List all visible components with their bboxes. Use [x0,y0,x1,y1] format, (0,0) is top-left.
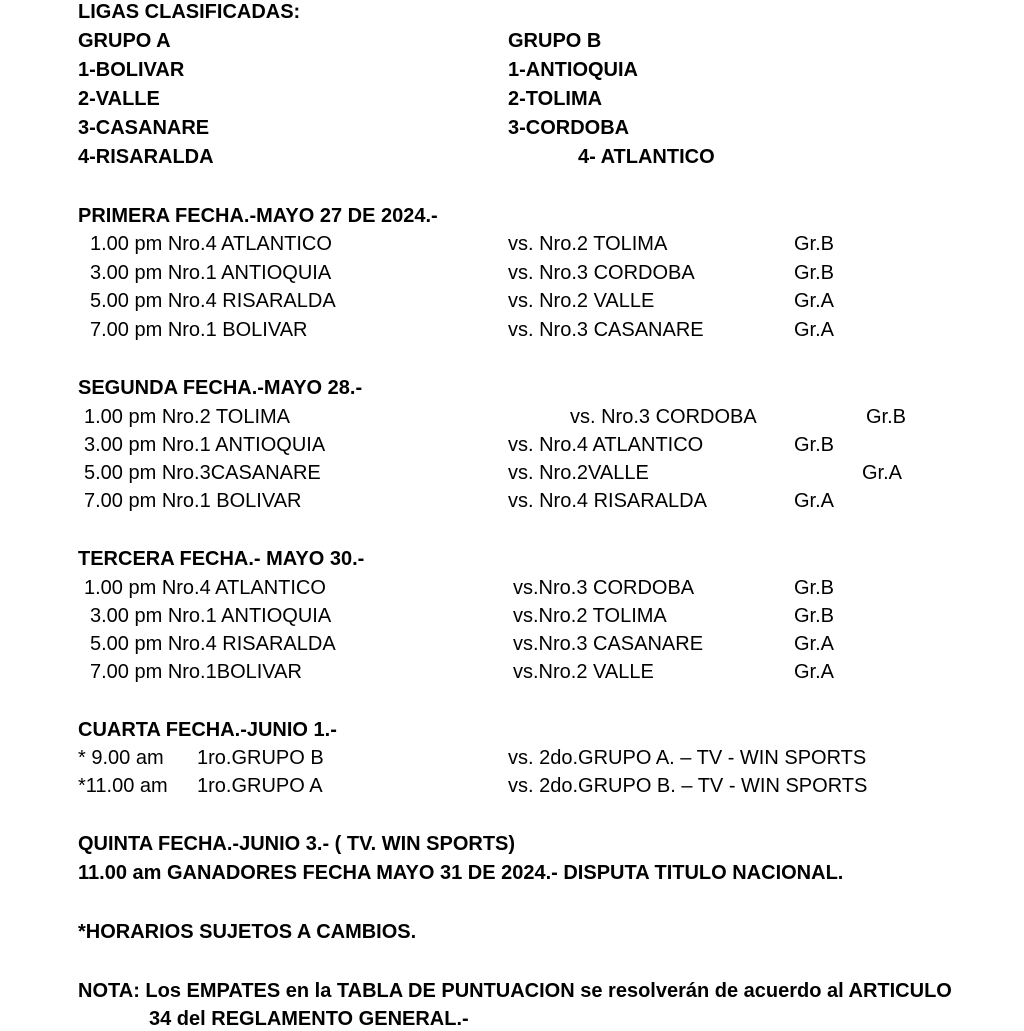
document-title: LIGAS CLASIFICADAS: [78,1,301,23]
match-time-team: 3.00 pm Nro.1 ANTIOQUIA [84,434,326,456]
match-time-team: 7.00 pm Nro.1BOLIVAR [90,661,302,683]
match-time-team: 1.00 pm Nro.4 ATLANTICO [84,577,326,599]
match-opponent: vs.Nro.3 CORDOBA [513,577,695,599]
group-a-team: 1-BOLIVAR [78,59,185,81]
match-group: Gr.A [862,462,903,484]
match-group: Gr.B [794,434,835,456]
match-time-team: 5.00 pm Nro.4 RISARALDA [90,290,336,312]
fecha-title: TERCERA FECHA.- MAYO 30.- [78,548,365,570]
match-time-team: 7.00 pm Nro.1 BOLIVAR [84,490,302,512]
match-time-team: 7.00 pm Nro.1 BOLIVAR [90,319,308,341]
group-b-team: 3-CORDOBA [508,117,630,139]
match-group: Gr.A [794,490,835,512]
match-time-team: 3.00 pm Nro.1 ANTIOQUIA [90,605,332,627]
match-group: Gr.A [794,633,835,655]
match-group: Gr.A [794,319,835,341]
fecha-title: PRIMERA FECHA.-MAYO 27 DE 2024.- [78,205,438,227]
group-a-team: 3-CASANARE [78,117,210,139]
match-opponent: vs. Nro.4 RISARALDA [508,490,707,512]
group-a-team: 2-VALLE [78,88,160,110]
match-opponent: vs. Nro.2 VALLE [508,290,655,312]
note-label: NOTA [78,980,134,1002]
match-group: Gr.A [794,661,835,683]
group-b-team: 4- ATLANTICO [578,146,715,168]
schedule-disclaimer: *HORARIOS SUJETOS A CAMBIOS. [78,921,417,943]
group-b-team: 2-TOLIMA [508,88,603,110]
match-time: *11.00 am [78,775,168,797]
final-match-line: 11.00 am GANADORES FECHA MAYO 31 DE 2024.- DISPUTA TITULO NACIONAL. [78,862,844,884]
fecha-title: CUARTA FECHA.-JUNIO 1.- [78,719,337,741]
match-opponent: vs. Nro.2 TOLIMA [508,233,668,255]
fecha-title: SEGUNDA FECHA.-MAYO 28.- [78,377,363,399]
group-b-team: 1-ANTIOQUIA [508,59,638,81]
group-b-label: GRUPO B [508,30,602,52]
match-group: Gr.B [794,233,835,255]
match-time-team: 1.00 pm Nro.2 TOLIMA [84,406,291,428]
match-opponent: vs. 2do.GRUPO A. – TV - WIN SPORTS [508,747,867,769]
match-time-team: 5.00 pm Nro.4 RISARALDA [90,633,336,655]
match-opponent: vs. Nro.4 ATLANTICO [508,434,704,456]
match-group: Gr.B [794,577,835,599]
match-opponent: vs. Nro.3 CORDOBA [570,406,757,428]
match-opponent: vs. 2do.GRUPO B. – TV - WIN SPORTS [508,775,868,797]
match-opponent: vs. Nro.3 CORDOBA [508,262,695,284]
match-time-team: 5.00 pm Nro.3CASANARE [84,462,321,484]
fecha-title: QUINTA FECHA.-JUNIO 3.- ( TV. WIN SPORTS) [78,833,516,855]
match-time: * 9.00 am [78,747,164,769]
match-team: 1ro.GRUPO B [197,747,324,769]
match-group: Gr.B [866,406,907,428]
match-group: Gr.B [794,262,835,284]
note-text-continued: 34 del REGLAMENTO GENERAL.- [149,1008,469,1030]
match-opponent: vs.Nro.3 CASANARE [513,633,704,655]
match-opponent: vs.Nro.2 VALLE [513,661,654,683]
match-opponent: vs. Nro.2VALLE [508,462,649,484]
match-time-team: 3.00 pm Nro.1 ANTIOQUIA [90,262,332,284]
match-opponent: vs. Nro.3 CASANARE [508,319,704,341]
match-team: 1ro.GRUPO A [197,775,323,797]
match-group: Gr.A [794,290,835,312]
note-line [78,979,952,1003]
match-time-team: 1.00 pm Nro.4 ATLANTICO [90,233,332,255]
match-group: Gr.B [794,605,835,627]
group-a-team: 4-RISARALDA [78,146,214,168]
group-a-label: GRUPO A [78,30,171,52]
note-text: : Los EMPATES en la TABLA DE PUNTUACION se resolverán de acuerdo al ARTICULO [133,980,952,1002]
match-opponent: vs.Nro.2 TOLIMA [513,605,667,627]
